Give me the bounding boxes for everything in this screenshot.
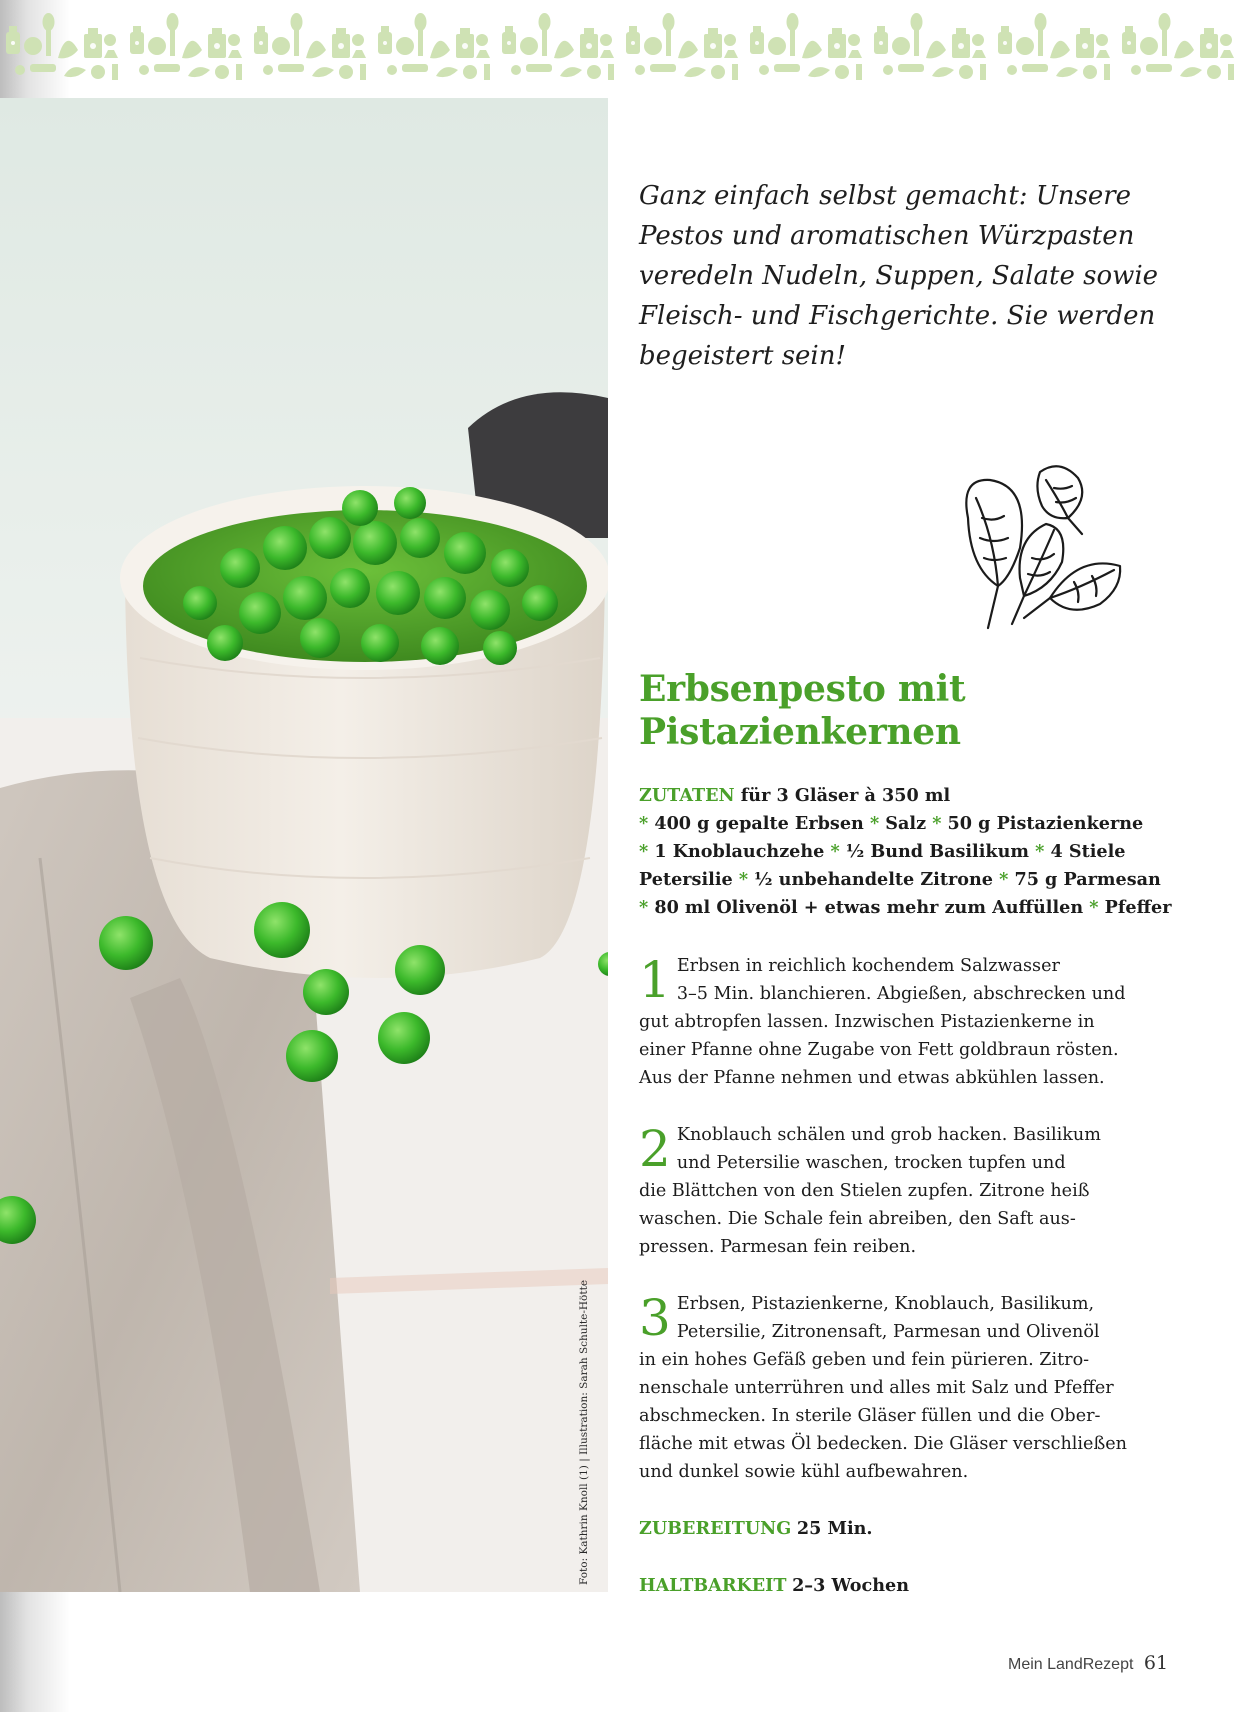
step-1 [639,952,1169,1092]
separator-star: * [1035,841,1051,862]
step-text [639,952,1169,1092]
ingredient-item: 80 ml Olivenöl + etwas mehr zum Auffüllen [654,897,1084,918]
step-line: Knoblauch schälen und grob hacken. Basilikum [676,1125,1101,1145]
separator-star: * [639,897,655,918]
step-number: 2 [639,1120,671,1178]
step-text [639,1290,1169,1486]
ingredient-line [639,838,1199,866]
step-line: einer Pfanne ohne Zugabe von Fett goldbraun rösten. [639,1040,1119,1060]
ingredient-line [639,894,1199,922]
ingredient-line [639,810,1199,838]
separator-star: * [738,869,755,890]
step-number: 1 [639,951,671,1009]
step-line: Erbsen in reichlich kochendem Salzwasser [676,956,1060,976]
page-footer [1008,1652,1208,1674]
step-line: und Petersilie waschen, trocken tupfen und [676,1153,1066,1173]
ingredient-item: ½ unbehandelte Zitrone [754,869,993,890]
step-line: Petersilie, Zitronensaft, Parmesan und Olivenöl [676,1322,1100,1342]
ingredient-item: 50 g Pistazienkerne [947,813,1144,834]
step-3 [639,1290,1169,1486]
step-line: gut abtropfen lassen. Inzwischen Pistazienkerne in [639,1012,1095,1032]
step-line: abschmecken. In sterile Gläser füllen und die Ober- [639,1406,1101,1426]
prep-value: 25 Min. [796,1518,873,1539]
step-text [639,1121,1169,1261]
separator-star: * [830,841,846,862]
step-number: 3 [639,1289,671,1347]
separator-star: * [999,869,1015,890]
basil-leaves-illustration [950,458,1150,638]
ingredient-item: Petersilie [639,869,733,890]
ingredient-item: 4 Stiele [1050,841,1126,862]
step-line: nenschale unterrühren und alles mit Salz und Pfeffer [639,1378,1114,1398]
separator-star: * [932,813,948,834]
intro-text: Ganz einfach selbst gemacht: Unsere Pestos und aromatischen Würzpasten veredeln Nudeln, Suppen, Salate sowie Fleisch- und Fischgerichte. Sie werden begeistert sein! [639,181,1159,371]
step-line: fläche mit etwas Öl bedecken. Die Gläser verschließen [639,1434,1127,1454]
recipe-title-line2: Pistazienkernen [639,711,961,753]
page-number: 61 [1143,1652,1169,1674]
ingredients-heading [639,782,1199,810]
ingredients-block [639,782,1199,922]
step-line: 3–5 Min. blanchieren. Abgießen, abschrecken und [676,984,1126,1004]
ingredient-item: ½ Bund Basilikum [845,841,1030,862]
separator-star: * [1089,897,1105,918]
ingredient-item: 75 g Parmesan [1014,869,1161,890]
ingredient-list [639,810,1199,922]
step-line: pressen. Parmesan fein reiben. [639,1237,917,1257]
ingredient-line [639,866,1199,894]
separator-star: * [639,813,655,834]
ingredients-label: ZUTATEN [639,785,735,806]
step-line: Aus der Pfanne nehmen und etwas abkühlen lassen. [639,1068,1105,1088]
magazine-name: Mein LandRezept [1008,1656,1134,1673]
prep-label: ZUBEREITUNG [639,1518,792,1539]
ingredient-item: Pfeffer [1104,897,1172,918]
photo-credit: Foto: Kathrin Knoll (1) | Illustration: Sarah Schulte-Hötte [578,1279,590,1585]
step-line: in ein hohes Gefäß geben und fein pürieren. Zitro- [639,1350,1090,1370]
recipe-title [639,668,1199,754]
ingredient-item: 1 Knoblauchzehe [654,841,825,862]
ingredient-item: 400 g gepalte Erbsen [654,813,864,834]
separator-star: * [639,841,655,862]
separator-star: * [869,813,886,834]
decorative-border-band [0,10,1240,86]
step-2 [639,1121,1169,1261]
step-line: und dunkel sowie kühl aufbewahren. [639,1462,969,1482]
ingredient-item: Salz [885,813,927,834]
prep-time [639,1515,873,1543]
step-line: Erbsen, Pistazienkerne, Knoblauch, Basilikum, [676,1294,1095,1314]
step-line: waschen. Die Schale fein abreiben, den Saft aus- [639,1209,1076,1229]
shelf-value: 2–3 Wochen [792,1575,910,1596]
shelf-label: HALTBARKEIT [639,1575,787,1596]
ingredients-yield: für 3 Gläser à 350 ml [740,785,951,806]
shelf-life [639,1572,909,1600]
step-line: die Blättchen von den Stielen zupfen. Zitrone heiß [639,1181,1090,1201]
pea-pesto-photo [0,98,608,1592]
recipe-title-line1: Erbsenpesto mit [639,668,966,710]
